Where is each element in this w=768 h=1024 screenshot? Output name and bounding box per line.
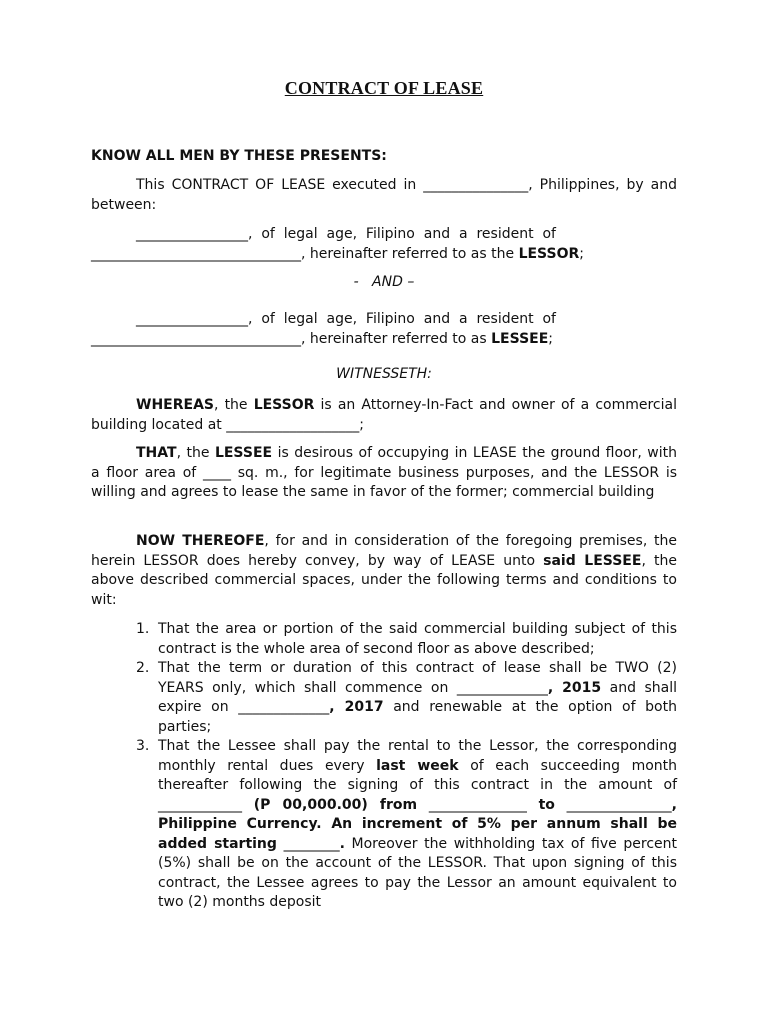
start-year: , 2015 <box>547 679 602 696</box>
term-text-1: That the area or portion of the said commercial building subject of this contract is the whole area of second floor as above described; <box>158 621 677 657</box>
last-week: last week <box>376 757 459 774</box>
now-text-b: , the above described commercial spaces, under the following terms and conditions to wit: <box>91 552 677 608</box>
lessee-text-b: , hereinafter referred to as <box>301 330 487 347</box>
that-lessee: LESSEE <box>214 445 273 461</box>
term-number-1: 1. <box>136 621 150 637</box>
lessee-name-blank: ________________ <box>136 311 248 327</box>
end-date-blank: _____________ <box>238 699 330 715</box>
that-text-a: , the <box>176 445 210 461</box>
floor-area-blank: ____ <box>202 464 231 481</box>
that-text-b: is desirous of occupying in LEASE the ground floor, with a floor area of <box>91 445 677 481</box>
whereas-word: WHEREAS <box>136 397 214 413</box>
term-text-3c: Moreover the withholding tax of five percent (5%) shall be on the account of the LESSOR. That upon signing of this contract, the Lessee agrees to pay the Lessor an amount equivalent to two (2) months deposit <box>158 835 677 910</box>
that-word: THAT <box>136 445 177 461</box>
whereas-text-a: , the <box>213 397 248 413</box>
that-paragraph <box>91 444 677 503</box>
lessor-text-b: , hereinafter referred to as the <box>301 245 515 262</box>
lessee-paragraph <box>91 310 677 349</box>
intro-text-b: , Philippines, by and between: <box>91 177 677 213</box>
lessor-name-blank: ________________ <box>136 226 248 242</box>
increment-start-blank: ________ <box>283 835 340 852</box>
to-word: to <box>538 796 555 813</box>
whereas-paragraph <box>91 396 677 435</box>
term-text-3b: of each succeeding month thereafter following the signing of this contract in the amount of <box>158 757 678 793</box>
document-title: CONTRACT OF LEASE <box>284 78 484 98</box>
increment-dot: . <box>339 835 345 852</box>
preamble-heading: KNOW ALL MEN BY THESE PRESENTS: <box>91 148 387 164</box>
building-location-blank: ___________________ <box>226 416 360 433</box>
start-date-blank: _____________ <box>456 679 548 696</box>
now-word: NOW THEREOFE <box>136 533 265 549</box>
lessor-address-blank: ______________________________ <box>91 245 301 262</box>
term-text-2a: That the term or duration of this contract of lease shall be TWO (2) YEARS only, which shall commence on <box>158 660 677 696</box>
now-said-lessee: said LESSEE <box>543 552 642 569</box>
term-item-2 <box>91 659 677 737</box>
lessor-end: ; <box>579 245 584 262</box>
lessee-address-blank: ______________________________ <box>91 330 301 347</box>
currency-clause: , Philippine Currency. An increment of 5% per annum shall be added starting <box>158 796 677 852</box>
whereas-lessor: LESSOR <box>253 397 315 413</box>
term-number-2: 2. <box>136 660 150 676</box>
whereas-end: ; <box>359 416 364 433</box>
amount-words-blank: ____________ <box>158 796 242 813</box>
lessor-role: LESSOR <box>518 245 580 262</box>
lessor-text-a: , of legal age, Filipino and a resident of <box>248 226 556 242</box>
whereas-text-b: is an Attorney-In-Fact and owner of a commercial building located at <box>91 397 677 433</box>
now-paragraph <box>91 532 677 610</box>
term-number-3: 3. <box>136 738 150 754</box>
from-date-blank: ______________ <box>428 796 527 813</box>
now-text-a: , for and in consideration of the foregoing premises, the herein LESSOR does hereby convey, by way of LEASE unto <box>91 533 677 569</box>
term-text-2b: and shall expire on <box>158 679 678 715</box>
lessor-paragraph <box>91 225 677 264</box>
that-text-c: sq. m., for legitimate business purposes, and the LESSOR is willing and agrees to lease the same in favor of the former; commercial building <box>91 464 678 500</box>
lessee-text-a: , of legal age, Filipino and a resident of <box>248 311 556 327</box>
term-text-3a: That the Lessee shall pay the rental to the Lessor, the corresponding monthly rental dues every <box>158 738 677 774</box>
and-separator: - AND – <box>353 274 415 290</box>
term-item-1 <box>91 620 677 659</box>
witnesseth-heading: WITNESSETH: <box>336 366 432 382</box>
term-item-3 <box>91 737 677 913</box>
end-year: , 2017 <box>329 699 384 715</box>
intro-text-a: This CONTRACT OF LEASE executed in <box>136 177 417 193</box>
terms-list <box>91 620 677 913</box>
place-blank: _______________ <box>423 177 529 193</box>
to-date-blank: _______________ <box>566 796 672 813</box>
lessee-end: ; <box>548 330 553 347</box>
amount-figure: (P 00,000.00) from <box>253 796 418 813</box>
intro-paragraph <box>91 176 677 215</box>
term-text-2c: and renewable at the option of both parties; <box>158 699 677 735</box>
lessee-role: LESSEE <box>491 330 549 347</box>
